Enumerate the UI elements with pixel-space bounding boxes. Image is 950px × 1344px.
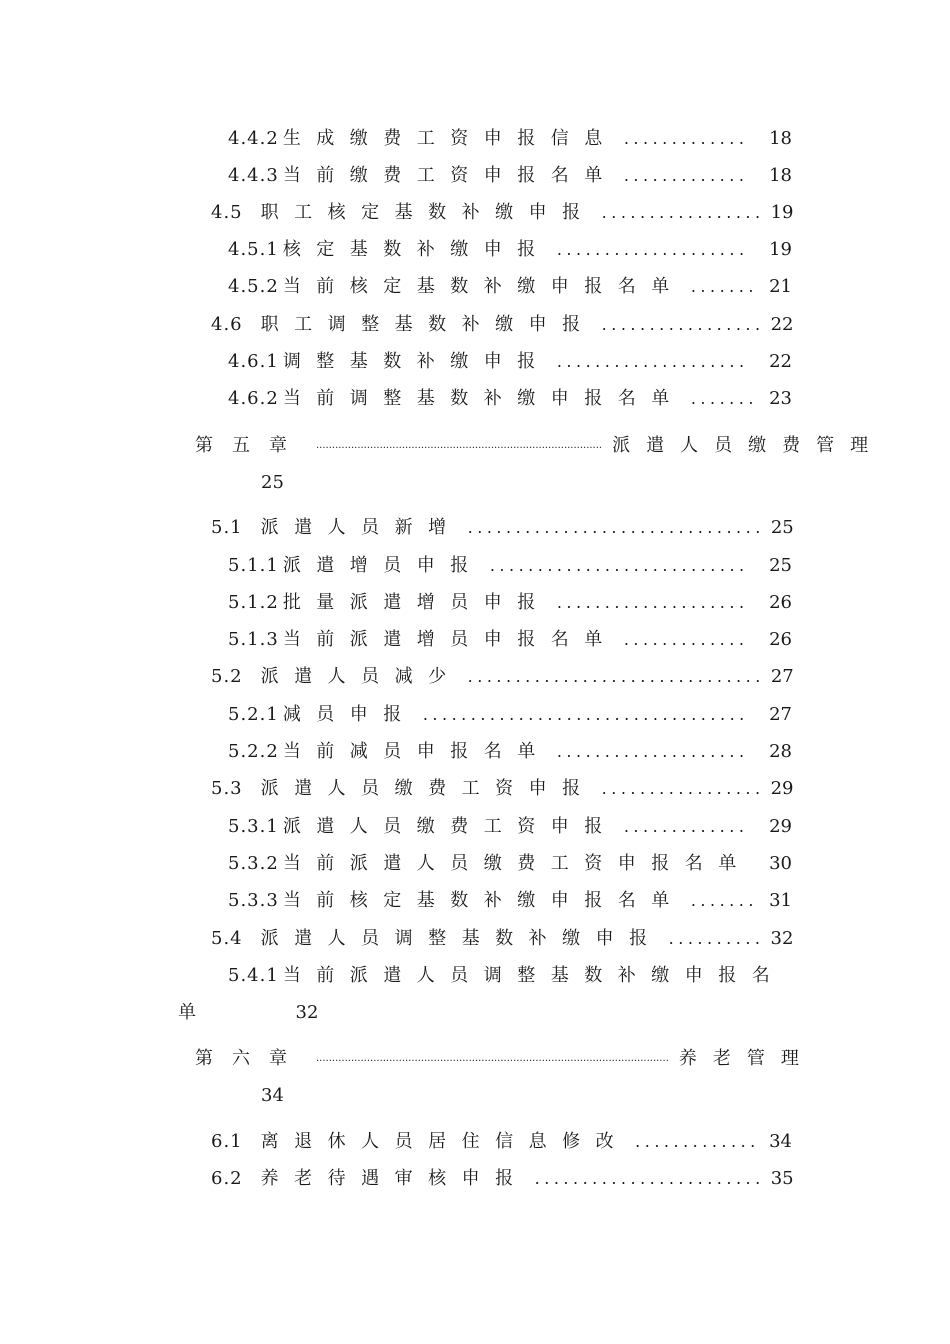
toc-entry[interactable] xyxy=(228,737,792,767)
toc-entry[interactable] xyxy=(211,1127,792,1157)
toc-entry[interactable] xyxy=(228,588,792,618)
page-number: 22 xyxy=(770,314,794,335)
entry-number: 4.5 xyxy=(211,202,243,223)
toc-entry[interactable] xyxy=(228,812,792,842)
entry-title: 派遣人员减少 xyxy=(260,666,462,687)
toc-entry[interactable] xyxy=(228,551,792,581)
entry-title: 当前减员申报名单 xyxy=(282,741,551,762)
page-number: 18 xyxy=(769,128,792,149)
entry-title: 当前核定基数补缴申报名单 xyxy=(282,890,685,911)
dot-leader: ............. xyxy=(623,166,749,185)
chapter-title: 养老管理 xyxy=(678,1048,815,1069)
page-number: 25 xyxy=(770,517,794,538)
page-number: 25 xyxy=(769,555,792,576)
entry-title: 核定基数补缴申报 xyxy=(282,239,551,260)
dot-leader: ............. xyxy=(623,817,749,836)
entry-number: 5.2 xyxy=(211,666,243,687)
page-number: 29 xyxy=(769,816,792,837)
page-number: 32 xyxy=(295,1002,319,1023)
entry-number: 5.1.3 xyxy=(228,629,279,650)
entry-title: 当前调整基数补缴申报名单 xyxy=(282,388,685,409)
toc-entry[interactable] xyxy=(211,310,792,340)
page-number: 35 xyxy=(770,1168,794,1189)
entry-number: 5.4 xyxy=(211,928,243,949)
dot-leader: .......... xyxy=(668,929,765,948)
page-number: 18 xyxy=(769,165,792,186)
entry-title: 当前核定基数补缴申报名单 xyxy=(282,276,685,297)
entry-number: 4.4.3 xyxy=(228,165,279,186)
entry-title: 当前派遣人员缴费工资申报名单 xyxy=(282,853,752,874)
entry-title: 养老待遇审核申报 xyxy=(260,1168,529,1189)
entry-number: 5.1.1 xyxy=(228,555,279,576)
entry-title: 离退休人员居住信息修改 xyxy=(260,1131,630,1152)
page-number: 27 xyxy=(770,666,794,687)
entry-number: 5.2.2 xyxy=(228,741,279,762)
entry-title: 派遣人员新增 xyxy=(260,517,462,538)
page-number: 30 xyxy=(769,853,792,874)
entry-number: 4.5.2 xyxy=(228,276,279,297)
page-number: 32 xyxy=(770,928,794,949)
entry-number: 5.1.2 xyxy=(228,592,279,613)
toc-entry[interactable] xyxy=(228,347,792,377)
chapter-entry[interactable] xyxy=(195,1044,815,1074)
dot-leader: ............................... xyxy=(467,518,765,537)
toc-entry[interactable] xyxy=(211,1164,792,1194)
toc-entry[interactable] xyxy=(228,124,792,154)
entry-title: 派遣人员缴费工资申报 xyxy=(260,778,596,799)
dot-leader: ............. xyxy=(635,1132,760,1151)
dot-leader: ....... xyxy=(690,891,758,910)
entry-title: 当前缴费工资申报名单 xyxy=(282,165,618,186)
toc-entry[interactable] xyxy=(228,700,792,730)
entry-title: 减员申报 xyxy=(282,704,417,725)
entry-number: 6.1 xyxy=(211,1131,243,1152)
toc-entry[interactable] xyxy=(211,513,792,543)
dot-leader: ............. xyxy=(623,630,749,649)
toc-entry[interactable] xyxy=(228,235,792,265)
dot-leader: .................... xyxy=(556,742,749,761)
page-number: 19 xyxy=(770,202,794,223)
entry-title: 派遣人员缴费工资申报 xyxy=(282,816,618,837)
page-number: 25 xyxy=(261,472,284,493)
page-number: 26 xyxy=(769,629,792,650)
entry-number: 6.2 xyxy=(211,1168,243,1189)
dot-leader: ............................... xyxy=(467,667,765,686)
page-number: 22 xyxy=(769,351,792,372)
entry-number: 4.4.2 xyxy=(228,128,279,149)
dot-leader: .................... xyxy=(556,240,749,259)
entry-number: 4.6.1 xyxy=(228,351,279,372)
entry-title: 当前派遣增员申报名单 xyxy=(282,629,618,650)
page-number: 21 xyxy=(769,276,792,297)
page-number: 34 xyxy=(261,1085,284,1106)
entry-number: 5.4.1 xyxy=(228,965,279,986)
entry-number: 5.3 xyxy=(211,778,243,799)
page-number: 29 xyxy=(770,778,794,799)
dot-leader: ................. xyxy=(601,779,765,798)
entry-number: 5.2.1 xyxy=(228,704,279,725)
entry-title: 批量派遣增员申报 xyxy=(282,592,551,613)
dot-leader: ................. xyxy=(601,203,765,222)
dot-leader: ................. xyxy=(601,315,765,334)
toc-entry[interactable] xyxy=(228,625,792,655)
toc-entry[interactable] xyxy=(228,961,792,991)
page-number: 26 xyxy=(769,592,792,613)
entry-number: 5.3.1 xyxy=(228,816,279,837)
entry-number: 4.6 xyxy=(211,314,243,335)
entry-number: 5.3.3 xyxy=(228,890,279,911)
dot-leader: ........................... xyxy=(489,556,749,575)
toc-entry[interactable] xyxy=(228,849,792,879)
chapter-number: 第五章 xyxy=(195,435,306,456)
toc-entry[interactable] xyxy=(228,384,792,414)
entry-number: 5.1 xyxy=(211,517,243,538)
entry-title-tail: 单 xyxy=(178,1002,212,1023)
dot-leader: ....... xyxy=(690,277,758,296)
entry-title: 派遣人员调整基数补缴申报 xyxy=(260,928,663,949)
dot-leader: .................... xyxy=(556,352,749,371)
page-number: 23 xyxy=(769,388,792,409)
dot-leader: ....... xyxy=(690,389,758,408)
dot-leader: .................... xyxy=(556,593,749,612)
dot-leader: .......................................................................................... xyxy=(316,440,603,451)
toc-entry-continuation xyxy=(178,998,378,1028)
toc-entry[interactable] xyxy=(211,924,792,954)
page-number: 19 xyxy=(769,239,792,260)
entry-number: 4.6.2 xyxy=(228,388,279,409)
toc-entry[interactable] xyxy=(228,161,792,191)
entry-title: 派遣增员申报 xyxy=(282,555,484,576)
page-number: 34 xyxy=(769,1131,792,1152)
dot-leader: .................................. xyxy=(422,705,749,724)
entry-title: 调整基数补缴申报 xyxy=(282,351,551,372)
toc-entry[interactable] xyxy=(228,886,792,916)
toc-entry[interactable] xyxy=(211,198,792,228)
page-number: 31 xyxy=(769,890,792,911)
entry-title: 职工调整基数补缴申报 xyxy=(260,314,596,335)
entry-title: 当前派遣人员调整基数补缴申报名 xyxy=(282,965,786,986)
dot-leader: ............................................................................................................... xyxy=(316,1053,669,1064)
dot-leader: ........................ xyxy=(534,1169,765,1188)
entry-title: 职工核定基数补缴申报 xyxy=(260,202,596,223)
entry-number: 5.3.2 xyxy=(228,853,279,874)
entry-title: 生成缴费工资申报信息 xyxy=(282,128,618,149)
toc-entry[interactable] xyxy=(211,774,792,804)
page-number: 27 xyxy=(769,704,792,725)
toc-entry[interactable] xyxy=(228,272,792,302)
chapter-title: 派遣人员缴费管理 xyxy=(612,435,885,456)
toc-entry[interactable] xyxy=(211,662,792,692)
entry-number: 4.5.1 xyxy=(228,239,279,260)
chapter-entry[interactable] xyxy=(195,431,885,461)
chapter-number: 第六章 xyxy=(195,1048,306,1069)
page-number: 28 xyxy=(769,741,792,762)
dot-leader: ............. xyxy=(623,129,749,148)
